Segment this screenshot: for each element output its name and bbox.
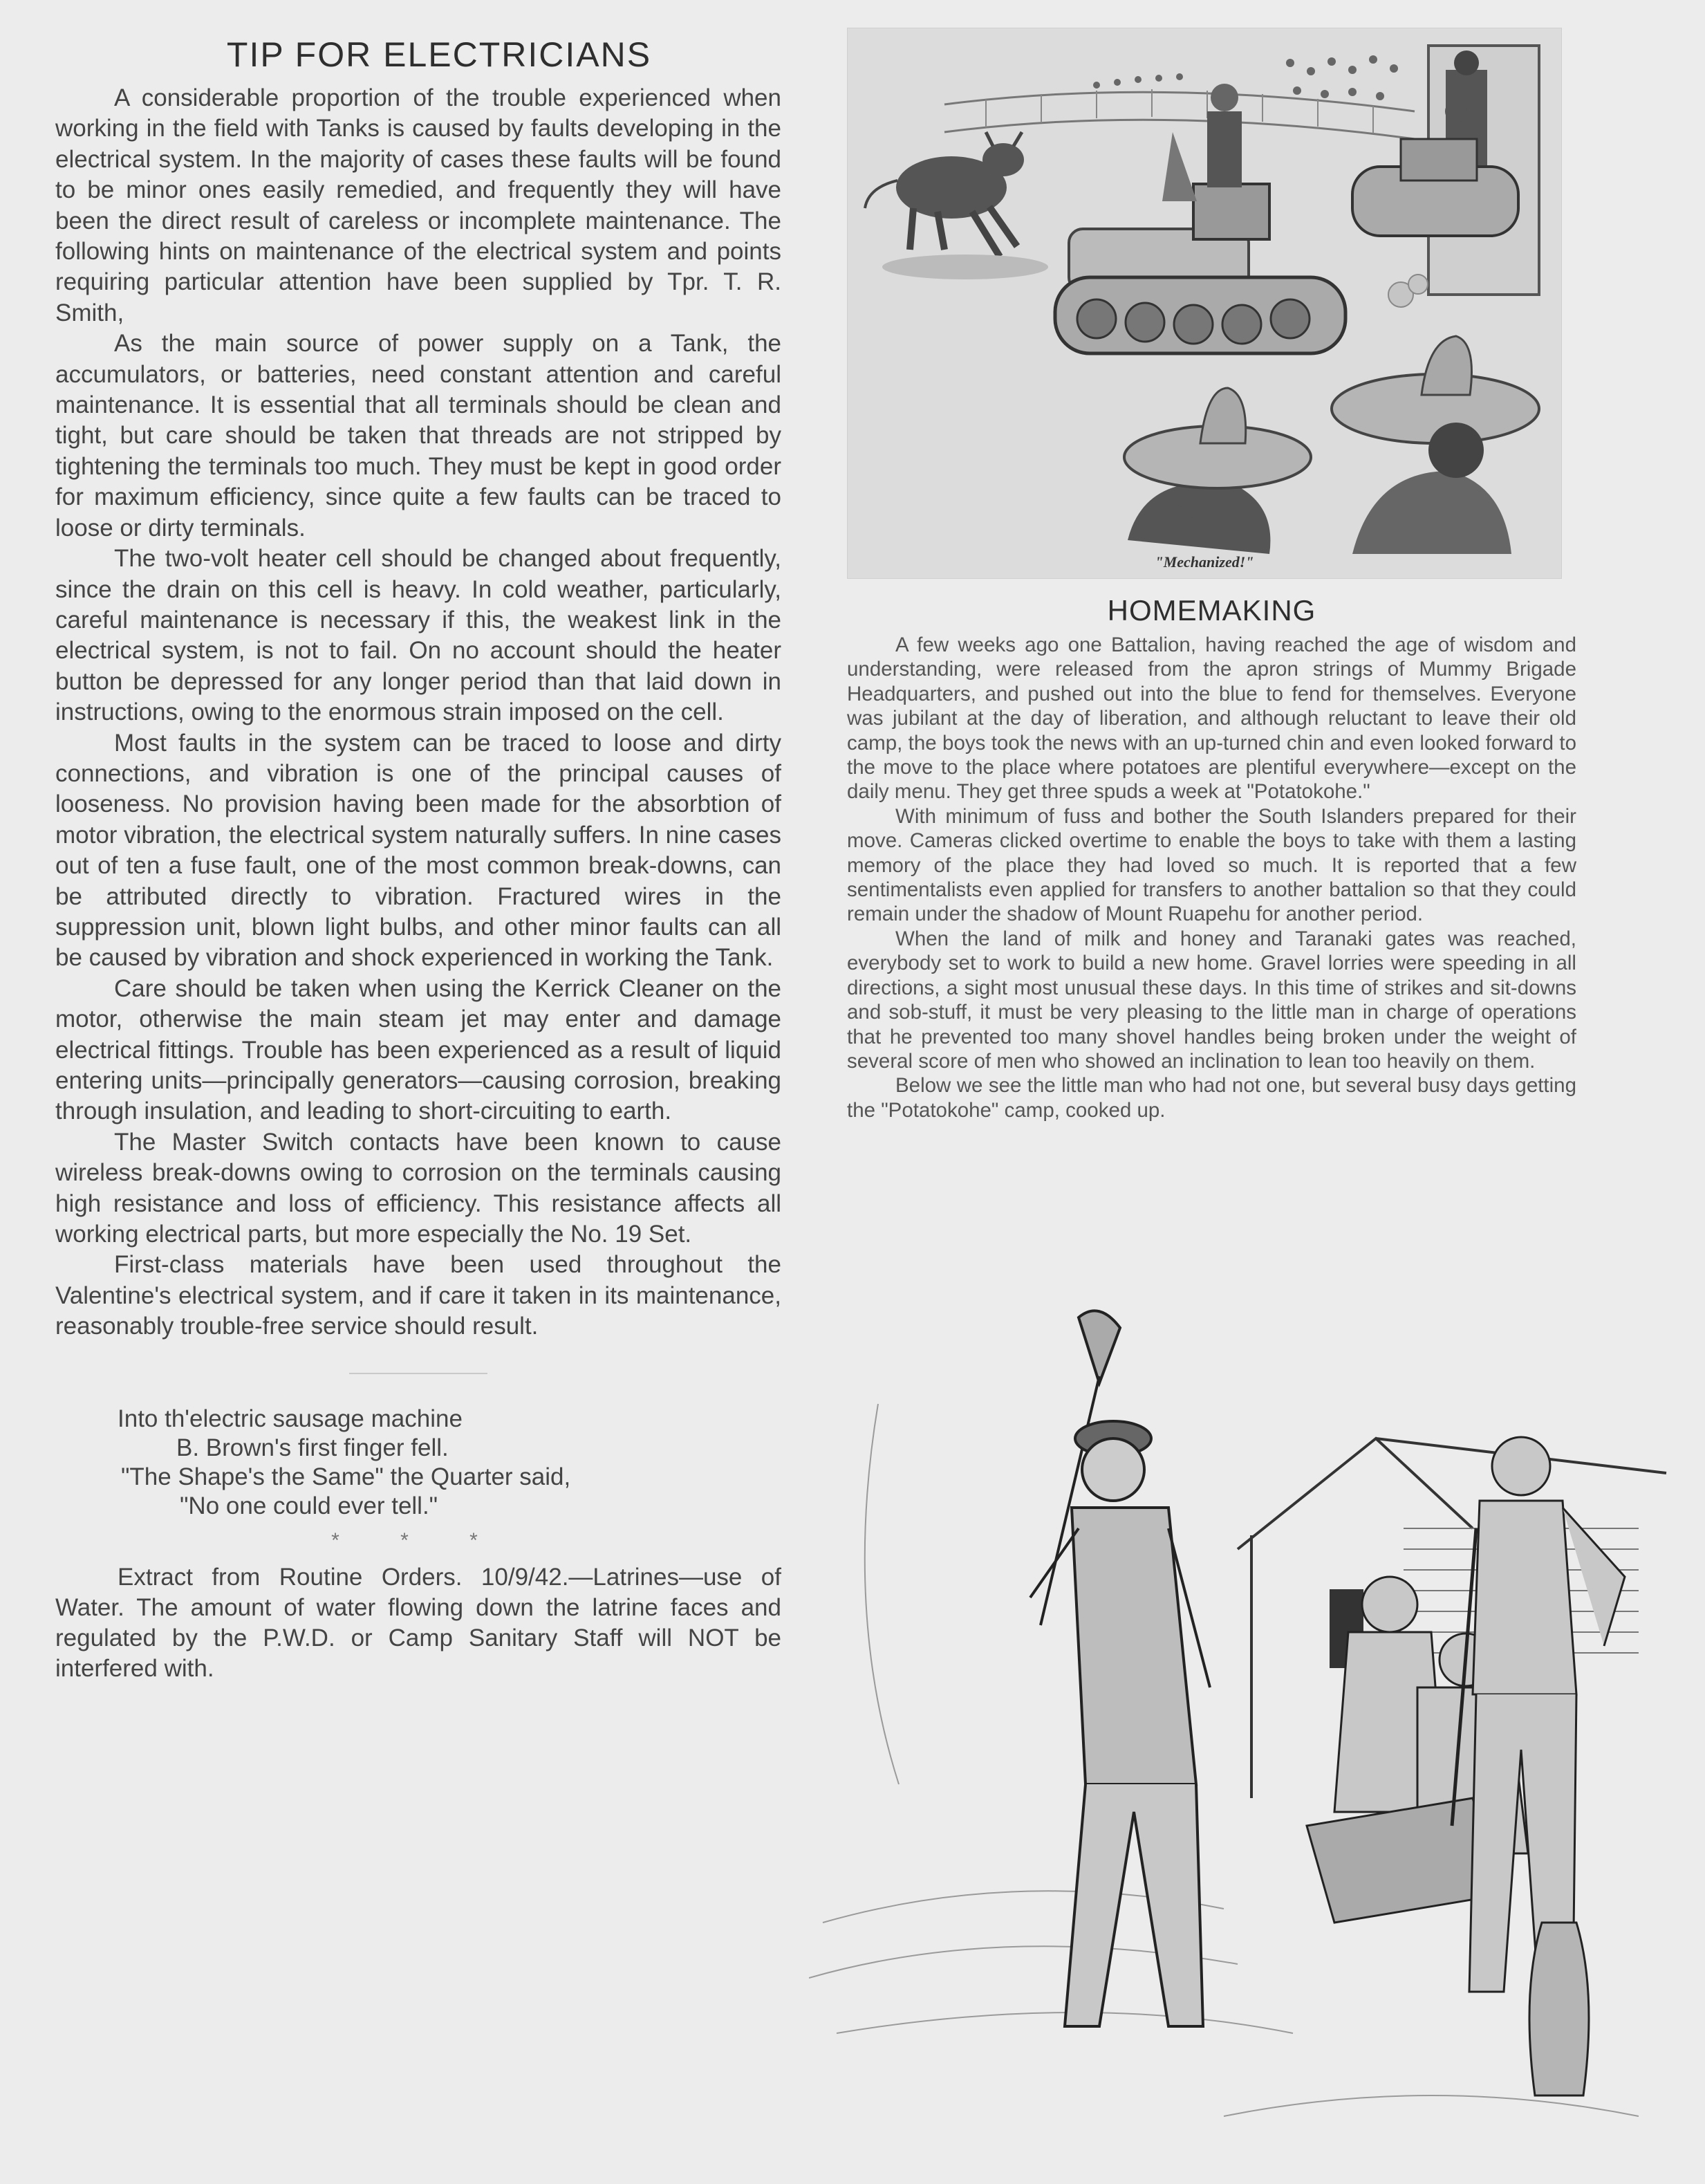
standing-man-icon [1452, 1437, 1625, 1992]
article-paragraph: Care should be taken when using the Kerrick Cleaner on the motor, otherwise the main steam jet may enter and damage electrical fittings. Trouble has been experienced as a result of liquid entering units—principally generators—causing corrosion, breaking through insulation, and leading to short-circuiting to earth. [55, 974, 781, 1125]
homemaking-title: HOMEMAKING [1107, 594, 1316, 627]
left-column [55, 35, 781, 1684]
article-paragraph: Most faults in the system can be traced to loose and dirty connections, and vibration is one of the principal causes of looseness. No provision having been made for the absorbtion of motor vibration, the electrical system naturally suffers. In nine cases out of ten a fuse fault, one of the most common break-downs, can be attributed directly to vibration. Fractured wires in the suppression unit, blown light bulbs, and other minor faults can all be caused by vibration and shock experienced in working the Tank. [55, 729, 781, 972]
camp-sketch-drawing [809, 1300, 1705, 2181]
bull-icon [865, 132, 1048, 279]
poem [55, 1405, 781, 1521]
routine-orders-extract [55, 1562, 781, 1684]
sombrero-figure-icon [1332, 336, 1539, 554]
article-paragraph: As the main source of power supply on a Tank, the accumulators, or batteries, need constant attention and careful maintenance. It is essential that all terminals should be clean and tight, but care should be taken that threads are not stripped by tightening the terminals too much. They must be kept in good order for maximum efficiency, since quite a few faults can be traced to loose or dirty terminals. [55, 330, 781, 542]
homemaking-paragraph: When the land of milk and honey and Taranaki gates was reached, everybody set to work to build a new home. Gravel lorries were speeding in all directions, a sight most unusual these days. In this time of strikes and sit-downs and sob-stuff, it must be very pleasing to the little man in charge of operations that he prevented too many shovel handles being broken under the weight of several score of men who showed an inclination to lean too heavily on them. [847, 927, 1576, 1073]
homemaking-paragraph: With minimum of fuss and bother the South Islanders prepared for their move. Cameras clicked overtime to enable the boys to take with them a lasting memory of the place they had loved so much. It is reported that a few sentimentalists even applied for transfers to another battalion so that they could remain under the shadow of Mount Ruapehu for another period. [847, 804, 1576, 926]
article-paragraph: The Master Switch contacts have been known to cause wireless break-downs owing to corrosion on the terminals causing high resistance and loss of efficiency. This resistance affects all working electrical parts, but more especially the No. 19 Set. [55, 1128, 781, 1248]
right-column [847, 28, 1576, 1122]
article-paragraph: First-class materials have been used throughout the Valentine's electrical system, and if care it taken in its maintenance, reasonably trouble-free service should result. [55, 1251, 781, 1340]
poem-line: Into th'electric sausage machine [118, 1405, 463, 1432]
homemaking-body [847, 633, 1576, 1122]
sombrero-figure-icon [1124, 388, 1311, 554]
section-divider [349, 1373, 487, 1374]
homemaking-paragraph: Below we see the little man who had not one, but several busy days getting the "Potatokohe" camp, cooked up. [847, 1074, 1576, 1122]
asterisk-separator: * * * [331, 1528, 505, 1552]
cartoon-illustration [847, 28, 1562, 579]
poem-line: "No one could ever tell." [180, 1492, 438, 1519]
cartoon-drawing [848, 28, 1561, 578]
extract-text: Extract from Routine Orders. 10/9/42.—Latrines—use of Water. The amount of water flowing down the latrine faces and regulated by the P.W.D. or Camp Sanitary Staff will NOT be interfered with. [55, 1563, 781, 1682]
poem-line: B. Brown's first finger fell. [176, 1434, 449, 1461]
article-title: TIP FOR ELECTRICIANS [226, 35, 652, 74]
worker-with-shovel-icon [1030, 1311, 1210, 2026]
tank-icon [1055, 184, 1345, 353]
article-body [55, 83, 781, 1342]
cartoon-caption: "Mechanized!" [1155, 553, 1254, 571]
poem-line: "The Shape's the Same" the Quarter said, [121, 1463, 571, 1490]
homemaking-paragraph: A few weeks ago one Battalion, having reached the age of wisdom and understanding, were released from the apron strings of Mummy Brigade Headquarters, and pushed out into the blue to fend for themselves. Everyone was jubilant at the day of liberation, and although reluctant to leave their old camp, the boys took the news with an up-turned chin and even looked forward to the move to the place where potatoes are plentiful everywhere—except on the daily menu. They get three spuds a week at "Potatokohe." [847, 633, 1576, 804]
camp-sketch-illustration [809, 1300, 1705, 2181]
article-paragraph: The two-volt heater cell should be changed about frequently, since the drain on this cell is heavy. In cold weather, particularly, careful maintenance is necessary if this, the weakest link in the electrical system, is not to fail. On no account should the heater button be depressed for any longer period than that laid down in instructions, owing to the enormous strain imposed on the cell. [55, 545, 781, 726]
article-paragraph: A considerable proportion of the trouble experienced when working in the field with Tanks is caused by faults developing in the electrical system. In the majority of cases these faults will be found to be minor ones easily remedied, and frequently they will have been the direct result of careless or incomplete maintenance. The following hints on maintenance of the electrical system and points requiring particular attention have been supplied by Tpr. T. R. Smith, [55, 84, 781, 326]
